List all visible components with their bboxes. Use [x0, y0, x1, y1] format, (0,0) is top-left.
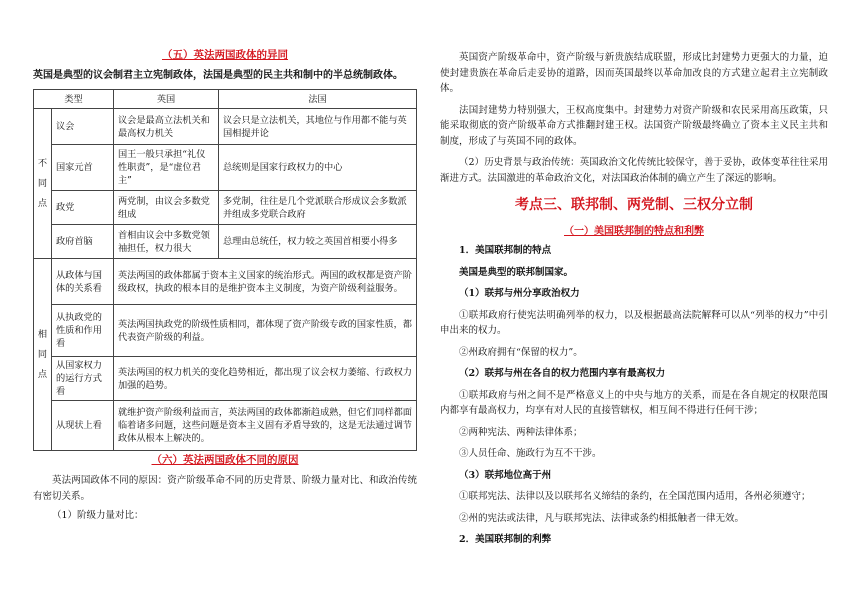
row-type: 从政体与国体的关系看 — [52, 259, 114, 305]
section6-item-1: （1）阶级力量对比： — [52, 510, 144, 521]
section5-lead: 英国是典型的议会制君主立宪制政体，法国是典型的民主共和制中的半总统制政体。 — [33, 70, 403, 81]
heading-features: 1．美国联邦制的特点 — [459, 245, 552, 256]
table-row — [34, 259, 417, 305]
right-column — [440, 50, 828, 548]
row-uk: 两党制，由议会多数党组成 — [114, 191, 219, 225]
item-a1: ①联邦政府行使宪法明确列举的权力，以及根据最高法院解释可以从“列举的权力”中引申出来的权力。 — [440, 309, 828, 336]
section5-title: （五）英法两国政体的异同 — [162, 49, 288, 61]
row-type: 国家元首 — [52, 145, 114, 191]
row-text: 英法两国的政体都属于资本主义国家的统治形式。两国的政权都是资产阶级政权，执政的根本目的是维护资本主义制度，为资产阶级利益服务。 — [114, 259, 417, 305]
item-b1: ①联邦政府与州之间不是严格意义上的中央与地方的关系，而是在各自规定的权限范围内都享有最高权力，均享有对人民的直接管辖权，相互间不得进行任何干涉； — [440, 389, 828, 416]
same-group-label: 相 同 点 — [37, 328, 48, 380]
row-type: 从国家权力的运行方式看 — [52, 357, 114, 401]
left-column — [33, 48, 417, 524]
features-lead: 美国是典型的联邦制国家。 — [459, 266, 574, 278]
table-row — [34, 225, 417, 259]
paragraph-uk-revolution: 英国资产阶级革命中，资产阶级与新贵族结成联盟，形成比封建势力更强大的力量，迫使封建贵族在革命后走妥协的道路，因而英国最终以革命加改良的方式建立起君主立宪制政体。 — [440, 52, 828, 94]
table-row — [34, 357, 417, 401]
table-row — [34, 145, 417, 191]
row-type: 从执政党的性质和作用看 — [52, 305, 114, 357]
table-row — [34, 109, 417, 145]
row-type: 从现状上看 — [52, 401, 114, 451]
section6-paragraph: 英法两国政体不同的原因：资产阶级革命不同的历史背景、阶级力量对比、和政治传统有密切关系。 — [33, 475, 417, 502]
item-b3: ③人员任命、施政行为互不干涉。 — [459, 448, 602, 459]
row-uk: 议会是最高立法机关和最高权力机关 — [114, 109, 219, 145]
header-uk: 英国 — [114, 90, 219, 109]
topic3-title: 考点三、联邦制、两党制、三权分立制 — [515, 197, 753, 213]
section6-title: （六）英法两国政体不同的原因 — [151, 454, 299, 466]
row-uk: 首相由议会中多数党领袖担任，权力很大 — [114, 225, 219, 259]
heading-shared-power: （1）联邦与州分享政治权力 — [459, 288, 580, 299]
header-type: 类型 — [34, 90, 114, 109]
table-header-row — [34, 90, 417, 109]
table-row — [34, 191, 417, 225]
row-type: 议会 — [52, 109, 114, 145]
item-c2: ②州的宪法或法律，凡与联邦宪法、法律或条约相抵触者一律无效。 — [459, 512, 745, 524]
row-fr: 议会只是立法机关，其地位与作用都不能与英国相提并论 — [219, 109, 417, 145]
comparison-table — [33, 89, 417, 451]
item-b2: ②两种宪法、两种法律体系； — [459, 426, 583, 438]
heading-federal-supremacy: （3）联邦地位高于州 — [459, 469, 552, 481]
table-row — [34, 401, 417, 451]
same-group-cell — [34, 259, 52, 451]
header-fr: 法国 — [219, 90, 417, 109]
paragraph-tradition: （2）历史背景与政治传统：英国政治文化传统比较保守，善于妥协，政体变革往往采用渐进方式。法国激进的革命政治文化，对法国政治体制的确立产生了深远的影响。 — [440, 157, 828, 184]
diff-group-cell — [34, 109, 52, 259]
row-fr: 总统则是国家行政权力的中心 — [219, 145, 417, 191]
diff-group-label: 不 同 点 — [37, 157, 48, 209]
row-text: 英法两国执政党的阶级性质相同，都体现了资产阶级专政的国家性质，都代表资产阶级的利益。 — [114, 305, 417, 357]
row-type: 政府首脑 — [52, 225, 114, 259]
row-text: 就维护资产阶级利益而言，英法两国的政体都渐趋成熟，但它们同样都面临着诸多问题，这些问题是资本主义固有矛盾导致的，这是无法通过调节政体从根本上解决的。 — [114, 401, 417, 451]
item-c1: ①联邦宪法、法律以及以联邦名义缔结的条约，在全国范围内适用，各州必须遵守； — [459, 491, 811, 502]
paragraph-fr-revolution: 法国封建势力特别强大，王权高度集中。封建势力对资产阶级和农民采用高压政策，只能采取彻底的资产阶级革命方式推翻封建王权。法国资产阶级最终确立了资本主义民主共和制度，形成了与英国不同的政体。 — [440, 104, 828, 147]
row-uk: 国王一般只承担“礼仪性职责”，是“虚位君主” — [114, 145, 219, 191]
subsection1-title: （一）美国联邦制的特点和利弊 — [564, 226, 704, 237]
row-type: 政党 — [52, 191, 114, 225]
row-text: 英法两国的权力机关的变化趋势相近，都出现了议会权力萎缩、行政权力加强的趋势。 — [114, 357, 417, 401]
item-a2: ②州政府拥有“保留的权力”。 — [459, 346, 583, 358]
table-row — [34, 305, 417, 357]
row-fr: 多党制，往往是几个党派联合形成议会多数派并组成多党联合政府 — [219, 191, 417, 225]
row-fr: 总理由总统任，权力较之英国首相要小得多 — [219, 225, 417, 259]
heading-pros-cons: 2．美国联邦制的利弊 — [459, 534, 552, 545]
heading-supreme-power: （2）联邦与州在各自的权力范围内享有最高权力 — [459, 368, 666, 379]
